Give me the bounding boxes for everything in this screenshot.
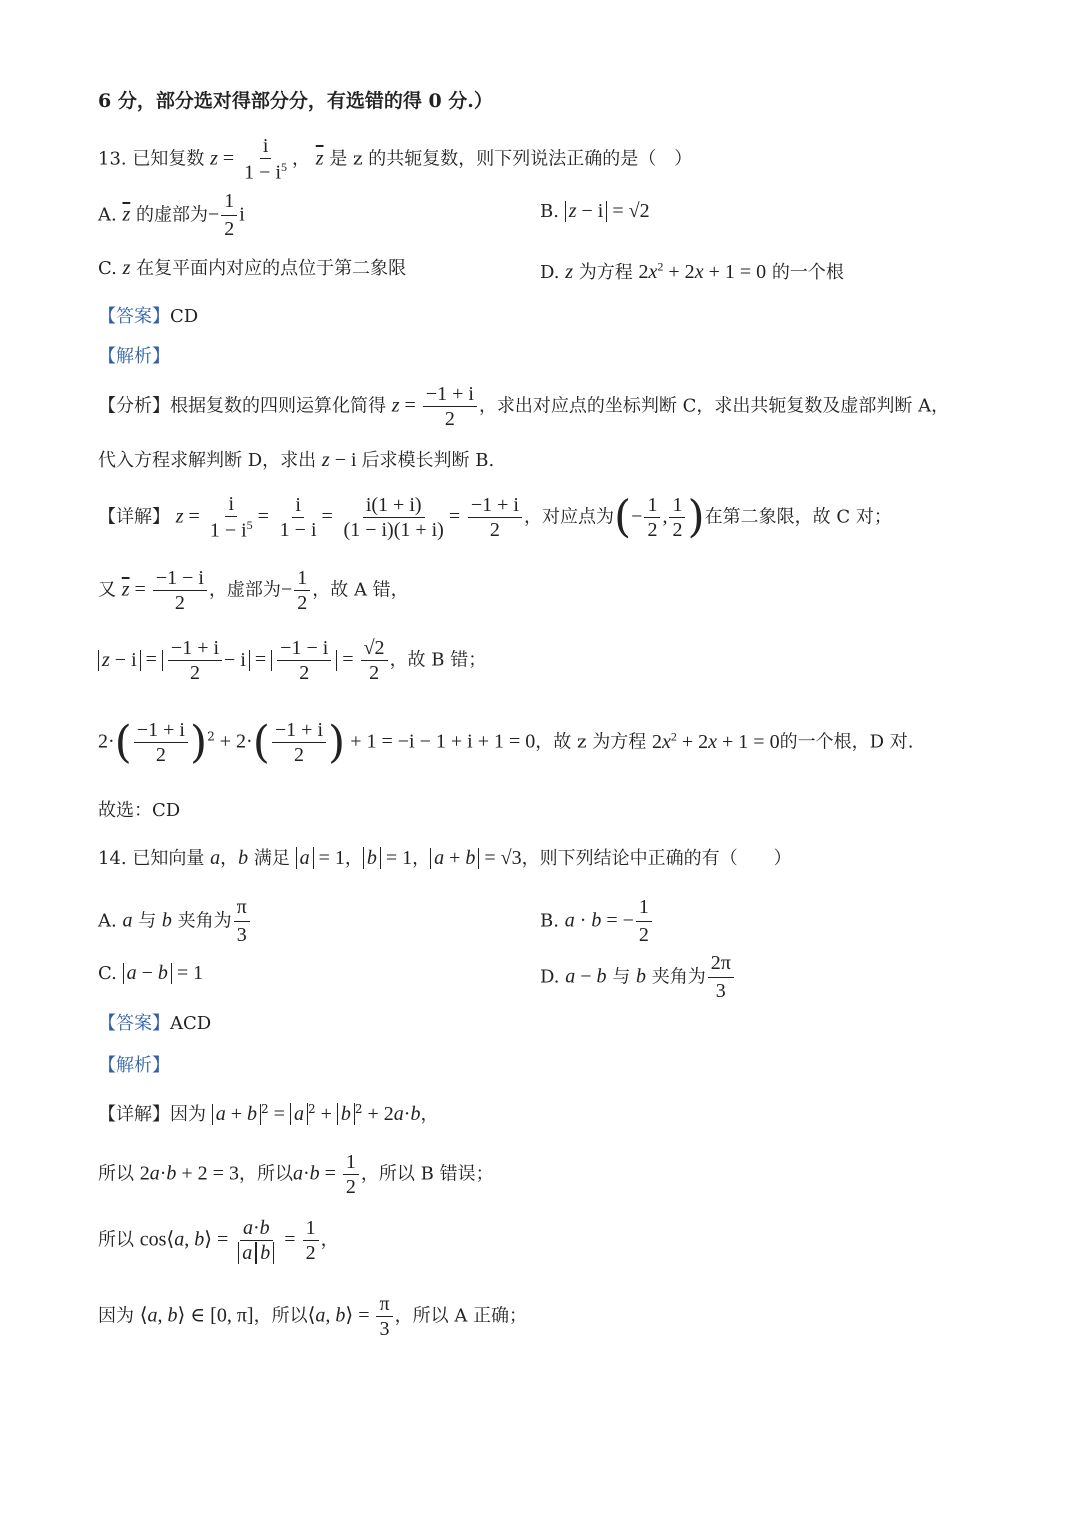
section-header: 6 分，部分选对得部分分，有选错的得 0 分.） (98, 90, 493, 112)
q13-option-a: A. $\overline{z}$ 的虚部为− $\frac{1}{2}$ i (98, 190, 245, 240)
q13-detail-1: 【详解】 z = $\frac{i}{1 - i^5}$ = $\frac{i}{1 - i}$ = $\frac{i(1 + i)}{(1 - i)(1 + i)}$ = $\frac{-1 + i}{2}$ ，对应点为(− $\frac{1}{2}$ , $\frac{1}{2}$ )在第二象限，故 C 对； (98, 491, 892, 543)
q13-detail-4: 2·( $\frac{-1 + i}{2}$ )$^2$ + 2·( $\frac{-1 + i}{2}$ ) + 1 = −i − 1 + i + 1 = 0，故 z 为方程 $2x^2 + 2x + 1 = 0$的一个根，D 对. (98, 716, 914, 768)
q14-answer: 【答案】ACD (98, 1013, 212, 1034)
q14-detail-2: 所以 2a·b + 2 = 3，所以a·b = $\frac{1}{2}$ ，所以 B 错误； (98, 1151, 494, 1198)
q13-analysis-tag: 【解析】 (98, 346, 170, 367)
q13-detail-3: z − i = $\frac{-1 + i}{2}$ − i = $\frac{-1 - i}{2}$ = $\frac{√2}{2}$ ，故 B 错； (98, 638, 486, 683)
q14-option-c: C. a − b = 1 (98, 962, 204, 984)
q14-detail-4: 因为 ⟨a, b⟩ ∈ [0, π]，所以⟨a, b⟩ = $\frac{\pi}{3}$ ，所以 A 正确； (98, 1293, 528, 1340)
q14-option-d: D. a − b 与 b 夹角为 $\frac{2\pi}{3}$ (540, 952, 736, 1003)
q13-fenxi-2: 代入方程求解判断 D，求出 z − i 后求模长判断 B. (98, 449, 495, 471)
q14-detail-3: 所以 cos⟨a, b⟩ = $\frac{a\cdot b}{\text{a b}}$ = $\frac{1}{2}$ ， (98, 1217, 339, 1264)
q14-detail-1: 【详解】因为 a + b $^2$ = a $^2$ + b $^2$ + 2a·b， (98, 1102, 439, 1125)
q14-option-b: B. a · b = − $\frac{1}{2}$ (540, 896, 654, 947)
q13-answer: 【答案】CD (98, 306, 199, 327)
q13-stem-prefix: 13. 已知复数 (98, 148, 205, 170)
q14-analysis-tag: 【解析】 (98, 1055, 170, 1076)
q14-option-a: A. a 与 b 夹角为 $\frac{\pi}{3}$ (98, 896, 998, 947)
q14-stem: 14. 已知向量 a，b 满足 a = 1， b = 1， a + b = √3，则下列结论中正确的有（ ） (98, 847, 792, 869)
q13-option-d: D. z 为方程 $2x^2 + 2x + 1 = 0$ 的一个根 (540, 259, 844, 283)
q13-stem: 13. 已知复数 z = $\frac{i}{1 - i^5}$ ， $\overline{z}$ 是 z 的共轭复数，则下列说法正确的是（ ） (98, 135, 693, 184)
q13-stem-suffix: 是 z 的共轭复数，则下列说法正确的是（ ） (329, 148, 693, 170)
q13-option-c: C. z 在复平面内对应的点位于第二象限 (98, 257, 407, 279)
q13-choose: 故选：CD (98, 800, 181, 821)
q13-fenxi: 【分析】根据复数的四则运算化简得 z = $\frac{-1 + i}{2}$ ，求出对应点的坐标判断 C，求出共轭复数及虚部判断 A， (98, 383, 950, 430)
q13-option-b: B. z − i = √2 (540, 200, 650, 222)
q13-detail-2: 又 $\overline{z}$ = $\frac{-1 - i}{2}$ ，虚部为− $\frac{1}{2}$ ，故 A 错， (98, 567, 409, 614)
